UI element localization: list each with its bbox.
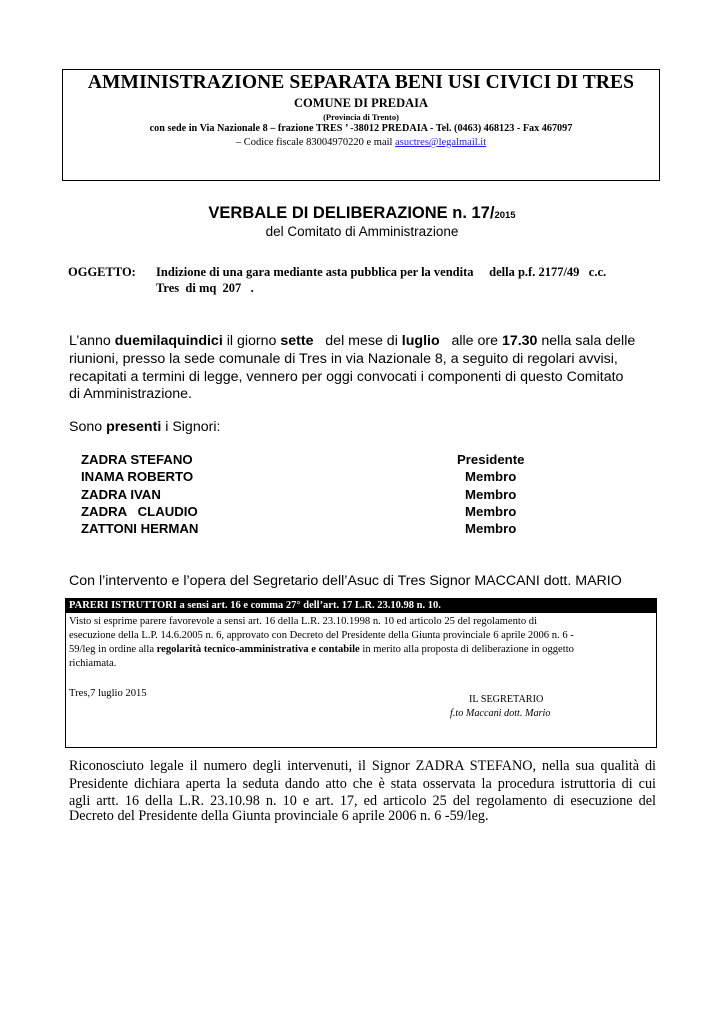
member-name: INAMA ROBERTO — [81, 469, 194, 484]
presenti-bold: presenti — [106, 419, 162, 435]
member-name: ZADRA CLAUDIO — [81, 504, 198, 519]
verbale-year: 2015 — [494, 210, 516, 221]
final-line-3: agli artt. 16 della L.R. 23.10.98 n. 10 e art. 17, ed articolo 25 del regolamento di esecuzione del — [69, 793, 656, 809]
sede-address: con sede in Via Nazionale 8 – frazione TRES ’ -38012 PREDAIA - Tel. (0463) 468123 - Fax 467097 — [149, 123, 573, 134]
final-line-2: Presidente dichiara aperta la seduta dando atto che è stata osservata la procedura istruttoria di cui — [69, 776, 656, 792]
pareri-text: 59/leg in ordine alla — [69, 644, 157, 655]
intro-text: del mese di — [313, 333, 402, 349]
pareri-text: in merito alla proposta di deliberazione in oggetto — [359, 644, 574, 655]
oggetto-text-line2: Tres di mq 207 . — [156, 281, 254, 295]
member-role: Membro — [465, 469, 517, 484]
intervento-line: Con l’intervento e l’opera del Segretario dell’Asuc di Tres Signor MACCANI dott. MARIO — [69, 573, 622, 589]
intro-text: il giorno — [222, 333, 281, 349]
intro-line-3: recapitati a termini di legge, vennero per oggi convocati i componenti di questo Comitato — [69, 369, 624, 385]
intro-line-2: riunioni, presso la sede comunale di Tres in via Nazionale 8, a seguito di regolari avvisi, — [69, 351, 618, 367]
final-line-4: Decreto del Presidente della Giunta provinciale 6 aprile 2006 n. 6 -59/leg. — [69, 808, 489, 824]
oggetto-text-line1: Indizione di una gara mediante asta pubblica per la vendita della p.f. 2177/49 c.c. — [156, 265, 607, 279]
member-role: Presidente — [457, 452, 525, 467]
segretario-title: IL SEGRETARIO — [469, 694, 544, 705]
member-name: ZATTONI HERMAN — [81, 521, 199, 536]
organization-title: AMMINISTRAZIONE SEPARATA BENI USI CIVICI DI TRES — [87, 72, 635, 93]
member-name: ZADRA IVAN — [81, 487, 161, 502]
segretario-signature: f.to Maccani dott. Mario — [450, 708, 551, 719]
intro-day: sette — [280, 333, 314, 349]
intro-year: duemilaquindici — [114, 333, 223, 349]
provincia-label: (Provincia di Trento) — [323, 112, 399, 122]
presenti-text: i Signori: — [161, 419, 221, 435]
intro-text: L’anno — [69, 333, 115, 349]
comune-name: COMUNE DI PREDAIA — [293, 96, 429, 110]
verbale-subtitle: del Comitato di Amministrazione — [265, 224, 459, 239]
oggetto-label: OGGETTO: — [68, 265, 136, 279]
verbale-title — [0, 204, 724, 223]
member-role: Membro — [465, 521, 517, 536]
presenti-text: Sono — [69, 419, 107, 435]
pareri-line-1: Visto si esprime parere favorevole a sensi art. 16 della L.R. 23.10.1998 n. 10 ed articolo 25 del regolamento di — [69, 616, 538, 627]
presenti-line — [69, 419, 220, 435]
intro-text: nella sala delle — [537, 333, 636, 349]
intro-time: 17.30 — [501, 333, 538, 349]
intro-line-4: di Amministrazione. — [69, 386, 193, 402]
member-name: ZADRA STEFANO — [81, 452, 193, 467]
pareri-line-3 — [69, 644, 655, 655]
final-line-1: Riconosciuto legale il numero degli intervenuti, il Signor ZADRA STEFANO, nella sua qualità di — [69, 758, 656, 774]
pareri-date: Tres,7 luglio 2015 — [69, 688, 147, 699]
pareri-line-4: richiamata. — [69, 658, 117, 669]
verbale-title-text: VERBALE DI DELIBERAZIONE n. 17/ — [208, 204, 495, 222]
email-link[interactable]: asuctres@legalmail.it — [395, 137, 487, 148]
member-role: Membro — [465, 487, 517, 502]
pareri-header-bar: PARERI ISTRUTTORI a sensi art. 16 e comma 27° dell’art. 17 L.R. 23.10.98 n. 10. — [65, 598, 657, 613]
pareri-bold-text: regolarità tecnico-amministrativa e contabile — [156, 644, 360, 655]
pareri-line-2: esecuzione della L.P. 14.6.2005 n. 6, approvato con Decreto del Presidente della Giunta provinciale 6 aprile 2006 n. 6 - — [69, 630, 574, 641]
codice-fiscale-line — [62, 137, 660, 148]
intro-line-1 — [69, 333, 635, 349]
intro-text: alle ore — [439, 333, 502, 349]
codice-fiscale-text: – Codice fiscale 83004970220 e mail — [235, 137, 396, 148]
member-role: Membro — [465, 504, 517, 519]
intro-month: luglio — [401, 333, 440, 349]
